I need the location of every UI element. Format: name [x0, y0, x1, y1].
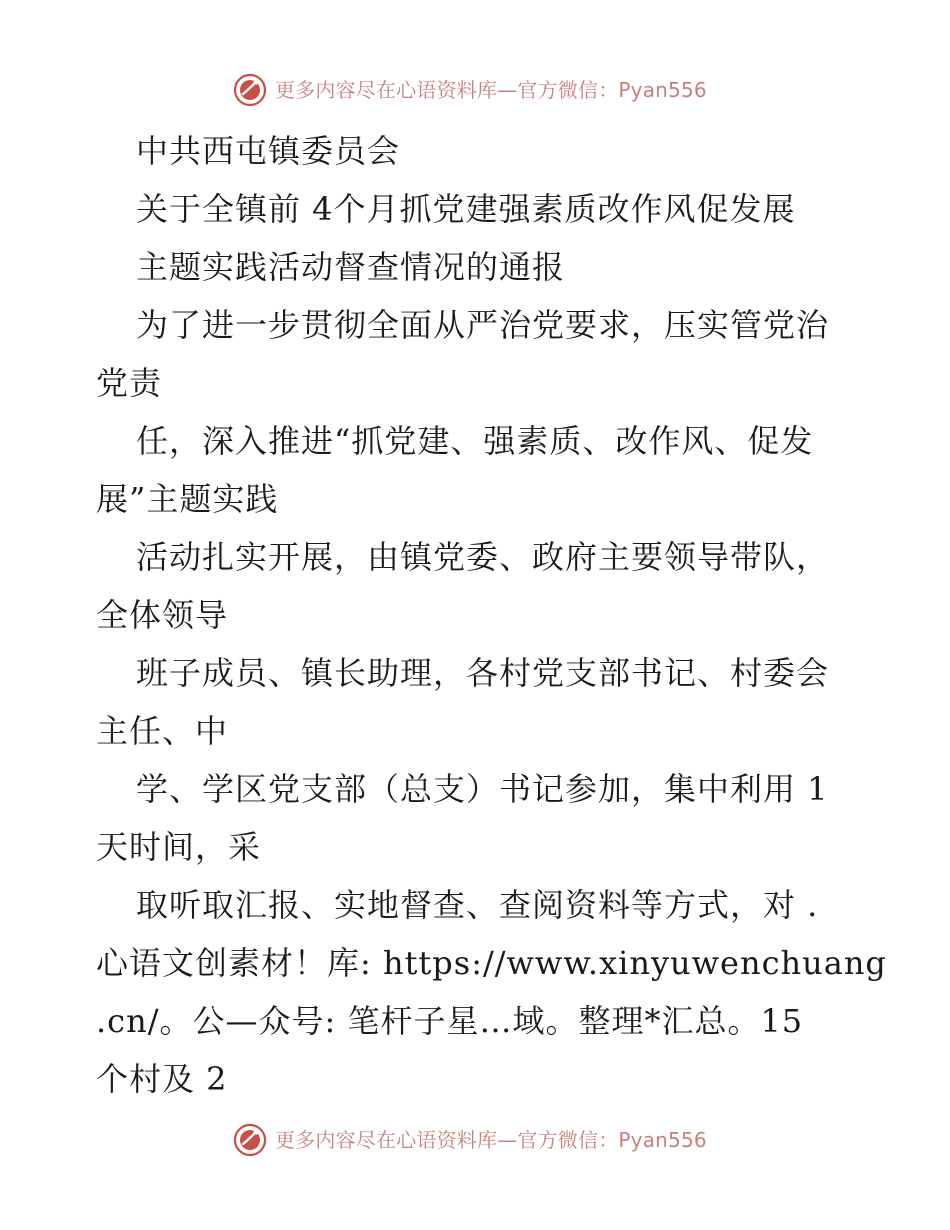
paragraph-line: 学、学区党支部（总支）书记参加，集中利用 1	[136, 770, 829, 808]
document-body	[96, 122, 887, 1108]
paragraph-line: 取听取汇报、实地督查、查阅资料等方式，对 .	[136, 886, 819, 924]
paragraph-line: .cn/。公—众号: 笔杆子星…域。整理*汇总。15	[96, 1002, 804, 1040]
footer-watermark	[233, 1122, 733, 1158]
paragraph-line: 主任、中	[96, 712, 229, 750]
watermark-text: 更多内容尽在心语资料库—官方微信：Pyan556	[275, 1128, 707, 1152]
paragraph-line: 天时间，采	[96, 828, 262, 866]
paragraph-line: 班子成员、镇长助理，各村党支部书记、村委会	[136, 654, 830, 692]
title-line-1: 中共西屯镇委员会	[136, 132, 401, 170]
title-line-2: 关于全镇前 4个月抓党建强素质改作风促发展	[136, 190, 796, 228]
paragraph-line: 展”主题实践	[96, 480, 279, 518]
paragraph-line: 全体领导	[96, 596, 229, 634]
seal-logo-icon	[233, 73, 267, 107]
paragraph-line: 任，深入推进“抓党建、强素质、改作风、促发	[136, 422, 814, 460]
header-watermark	[233, 72, 733, 108]
title-line-3: 主题实践活动督查情况的通报	[136, 248, 566, 286]
seal-logo-icon	[233, 1123, 267, 1157]
watermark-text: 更多内容尽在心语资料库—官方微信：Pyan556	[275, 78, 707, 102]
paragraph-line: 为了进一步贯彻全面从严治党要求，压实管党治	[136, 306, 830, 344]
paragraph-line: 个村及 2	[96, 1060, 228, 1098]
paragraph-line: 活动扎实开展，由镇党委、政府主要领导带队，	[136, 538, 830, 576]
paragraph-line: 党责	[96, 364, 163, 402]
paragraph-line: 心语文创素材！库: https://www.xinyuwenchuang	[96, 944, 887, 982]
